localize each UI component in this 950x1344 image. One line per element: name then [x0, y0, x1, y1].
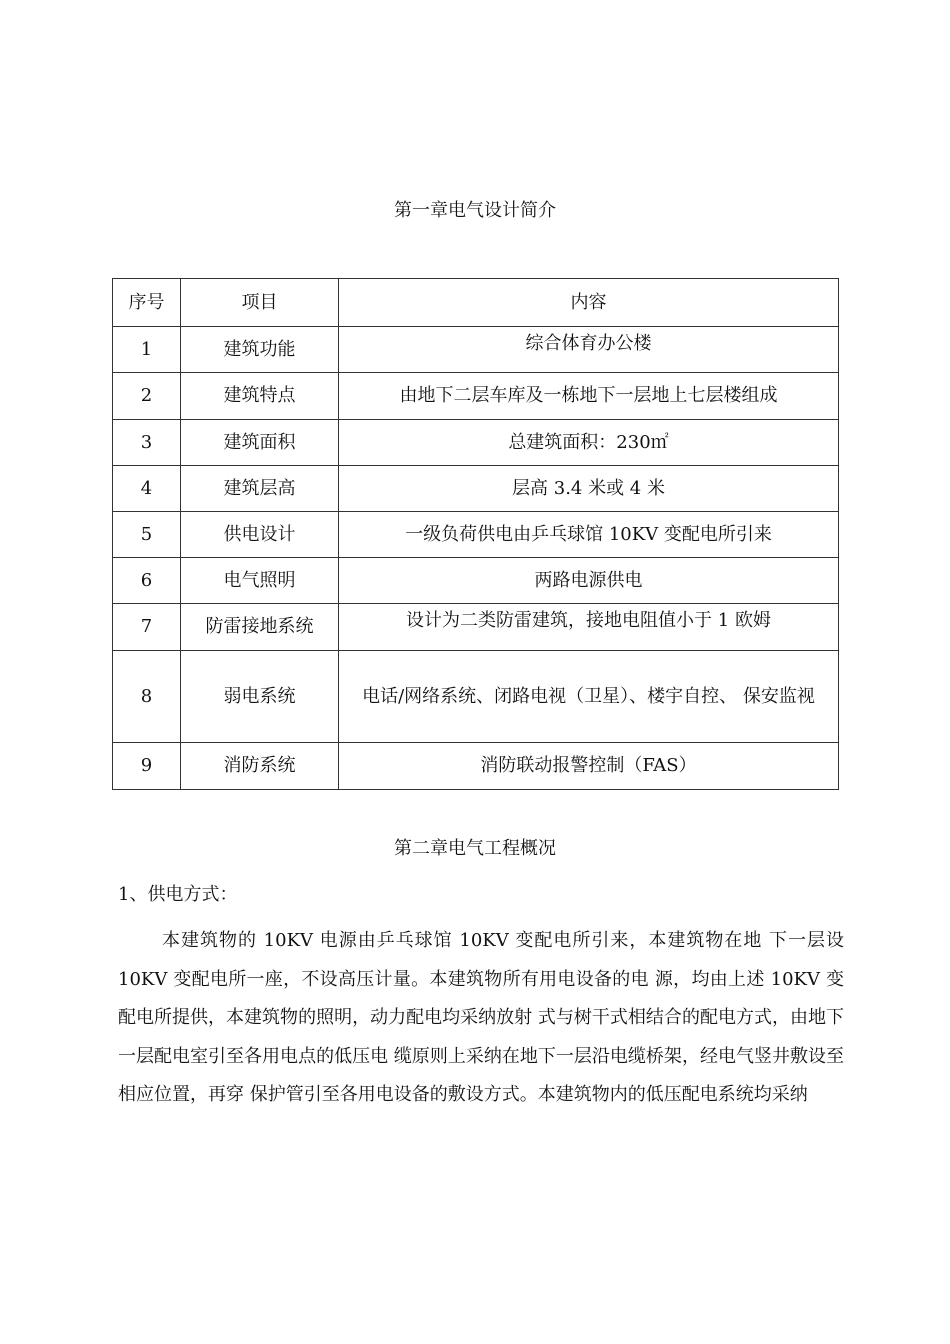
row-content: 总建筑面积：230㎡ [339, 420, 839, 466]
row-item: 弱电系统 [181, 651, 339, 743]
header-content: 内容 [339, 279, 839, 327]
row-no: 7 [113, 604, 181, 651]
row-content: 消防联动报警控制（FAS） [339, 743, 839, 790]
table-row [113, 558, 839, 604]
row-content-text: 综合体育办公楼 [525, 332, 652, 354]
table-row [113, 327, 839, 373]
row-content: 由地下二层车库及一栋地下一层地上七层楼组成 [339, 373, 839, 420]
row-item: 供电设计 [181, 512, 339, 558]
chapter-1-title: 第一章电气设计简介 [394, 200, 556, 221]
row-no: 5 [113, 512, 181, 558]
row-content: 两路电源供电 [339, 558, 839, 604]
section-heading: 1、供电方式： [118, 884, 238, 905]
header-item: 项目 [181, 279, 339, 327]
row-item: 建筑功能 [181, 327, 339, 373]
table-row [113, 373, 839, 420]
row-content: 层高 3.4 米或 4 米 [339, 466, 839, 512]
row-content: 一级负荷供电由乒乓球馆 10KV 变配电所引来 [339, 512, 839, 558]
section-paragraph: 本建筑物的 10KV 电源由乒乓球馆 10KV 变配电所引来，本建筑物在地 下一层设 10KV 变配电所一座，不设高压计量。本建筑物所有用电设备的电 源，均由上述 10KV 变配电所提供，本建筑物的照明，动力配电均采纳放射 式与树干式相结合的配电方式，由地下一层配电室引至各用电点的低压电 缆原则上采纳在地下一层沿电缆桥架，经电气竖井敷设至相应位置，再穿 保护管引至各用电设备的敷设方式。本建筑物内的低压配电系统均采纳 [118, 930, 844, 1105]
table-row [113, 512, 839, 558]
table-row [113, 651, 839, 743]
header-no: 序号 [113, 279, 181, 327]
row-item: 建筑面积 [181, 420, 339, 466]
row-item: 建筑特点 [181, 373, 339, 420]
row-item: 消防系统 [181, 743, 339, 790]
row-content-text: 设计为二类防雷建筑，接地电阻值小于 1 欧姆 [406, 610, 771, 631]
table-header-row [113, 279, 839, 327]
row-item: 建筑层高 [181, 466, 339, 512]
table-row [113, 420, 839, 466]
chapter-2-title: 第二章电气工程概况 [394, 838, 556, 859]
row-no: 6 [113, 558, 181, 604]
row-no: 3 [113, 420, 181, 466]
row-no: 4 [113, 466, 181, 512]
row-item: 防雷接地系统 [181, 604, 339, 651]
row-content [339, 327, 839, 373]
row-no: 9 [113, 743, 181, 790]
table-row [113, 743, 839, 790]
row-content: 电话/网络系统、闭路电视（卫星）、楼宇自控、 保安监视 [339, 651, 839, 743]
row-no: 2 [113, 373, 181, 420]
table-row [113, 604, 839, 651]
row-item: 电气照明 [181, 558, 339, 604]
design-summary-table [112, 278, 839, 790]
table-row [113, 466, 839, 512]
row-content [339, 604, 839, 651]
row-no: 8 [113, 651, 181, 743]
row-no: 1 [113, 327, 181, 373]
